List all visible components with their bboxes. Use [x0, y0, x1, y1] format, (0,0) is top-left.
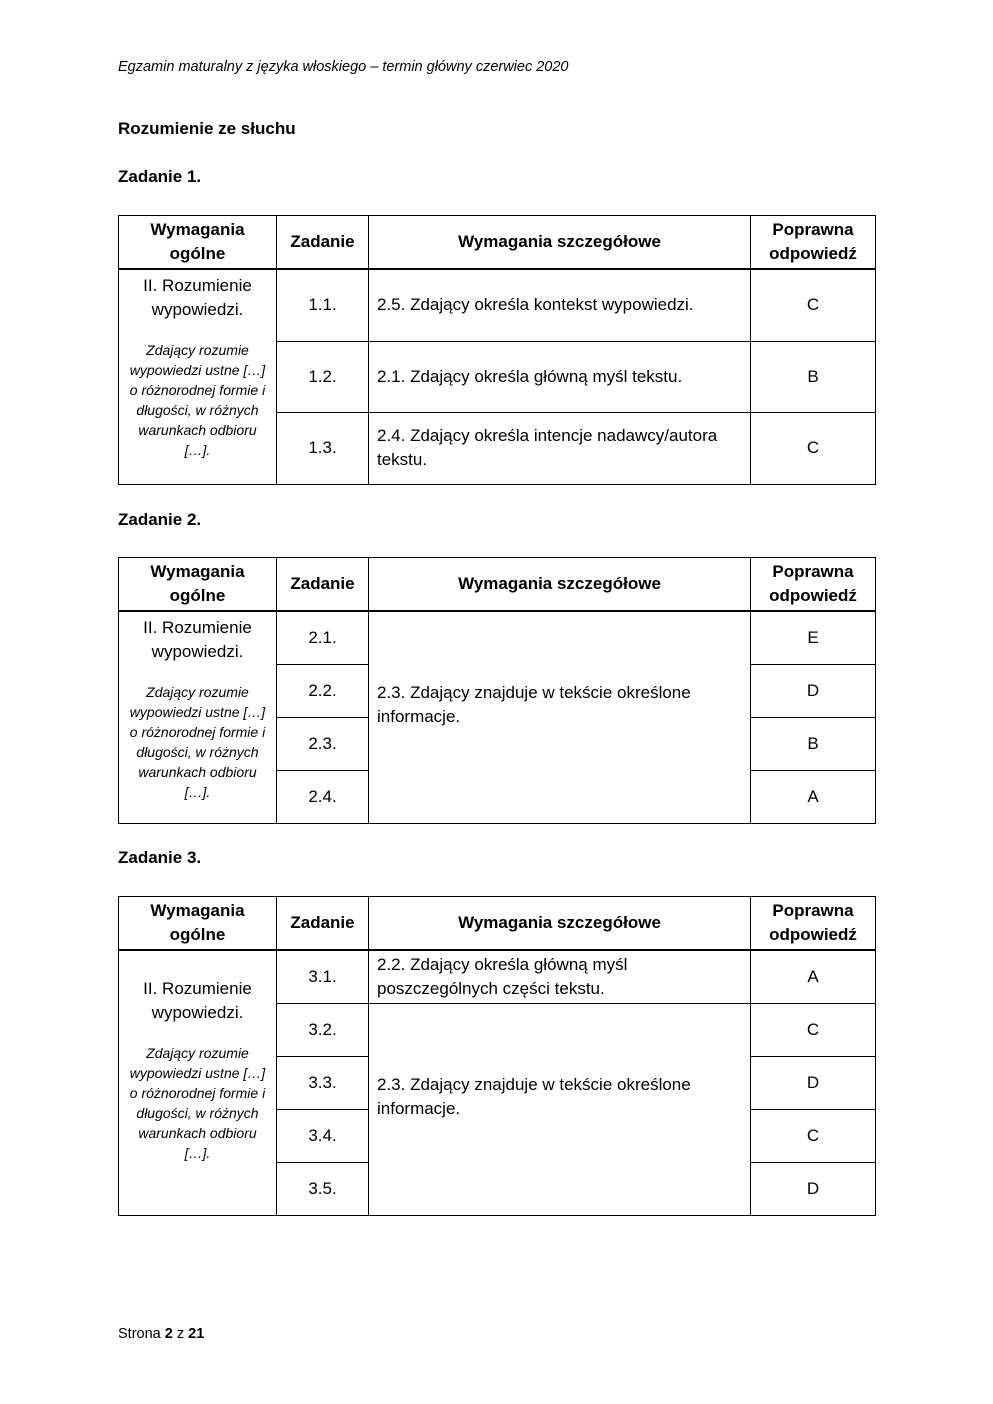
- answer: D: [751, 1056, 876, 1109]
- task-number: 3.5.: [277, 1162, 369, 1215]
- specific-requirement: 2.5. Zdający określa kontekst wypowiedzi.: [369, 269, 751, 341]
- general-desc: Zdający rozumie wypowiedzi ustne […] o różnorodnej formie i długości, w różnych warunkach odbioru […].: [129, 684, 266, 800]
- table-header-row: [119, 558, 876, 612]
- header-general: Wymagania ogólne: [119, 558, 277, 612]
- task-number: 3.3.: [277, 1056, 369, 1109]
- task-2-table: [118, 557, 876, 824]
- task-number: 1.3.: [277, 412, 369, 484]
- task-number: 2.1.: [277, 611, 369, 664]
- header-task: Zadanie: [277, 897, 369, 951]
- footer-total-pages: 21: [188, 1326, 205, 1342]
- header-specific: Wymagania szczegółowe: [369, 897, 751, 951]
- header-answer: Poprawna odpowiedź: [751, 216, 876, 270]
- header-specific: Wymagania szczegółowe: [369, 216, 751, 270]
- specific-requirement: 2.3. Zdający znajduje w tekście określone informacje.: [369, 611, 751, 823]
- general-requirements-cell: [119, 611, 277, 823]
- task-number: 3.1.: [277, 950, 369, 1003]
- section-title: Rozumienie ze słuchu: [118, 119, 296, 138]
- table-row: [119, 269, 876, 341]
- general-main: II. Rozumienie wypowiedzi.: [143, 276, 252, 319]
- answer: B: [751, 717, 876, 770]
- task-3-table: [118, 896, 876, 1216]
- table-row: [119, 611, 876, 664]
- header-specific: Wymagania szczegółowe: [369, 558, 751, 612]
- task-number: 1.1.: [277, 269, 369, 341]
- specific-requirement: 2.3. Zdający znajduje w tekście określone informacje.: [369, 1003, 751, 1215]
- answer: C: [751, 1003, 876, 1056]
- task-2-title: Zadanie 2.: [118, 510, 202, 529]
- general-main: II. Rozumienie wypowiedzi.: [143, 979, 252, 1022]
- document-header: Egzamin maturalny z języka włoskiego – termin główny czerwiec 2020: [118, 59, 569, 75]
- table-header-row: [119, 216, 876, 270]
- answer: D: [751, 664, 876, 717]
- specific-requirement: 2.1. Zdający określa główną myśl tekstu.: [369, 341, 751, 412]
- header-task: Zadanie: [277, 216, 369, 270]
- answer: D: [751, 1162, 876, 1215]
- task-number: 3.2.: [277, 1003, 369, 1056]
- specific-requirement: 2.2. Zdający określa główną myśl poszczególnych części tekstu.: [369, 950, 751, 1003]
- general-main: II. Rozumienie wypowiedzi.: [143, 618, 252, 661]
- general-desc: Zdający rozumie wypowiedzi ustne […] o różnorodnej formie i długości, w różnych warunkach odbioru […].: [129, 342, 266, 458]
- header-general: Wymagania ogólne: [119, 897, 277, 951]
- task-3-title: Zadanie 3.: [118, 848, 202, 867]
- task-number: 2.2.: [277, 664, 369, 717]
- task-1-title: Zadanie 1.: [118, 167, 202, 186]
- answer: C: [751, 412, 876, 484]
- general-requirements-cell: [119, 269, 277, 484]
- footer-page-number: 2: [164, 1326, 173, 1342]
- header-answer: Poprawna odpowiedź: [751, 897, 876, 951]
- answer: A: [751, 950, 876, 1003]
- general-desc: Zdający rozumie wypowiedzi ustne […] o różnorodnej formie i długości, w różnych warunkach odbioru […].: [129, 1045, 266, 1161]
- general-requirements-cell: [119, 950, 277, 1215]
- answer: E: [751, 611, 876, 664]
- table-header-row: [119, 897, 876, 951]
- header-general: Wymagania ogólne: [119, 216, 277, 270]
- task-number: 3.4.: [277, 1109, 369, 1162]
- answer: B: [751, 341, 876, 412]
- header-task: Zadanie: [277, 558, 369, 612]
- table-row: [119, 950, 876, 1003]
- task-number: 2.3.: [277, 717, 369, 770]
- footer-prefix: Strona: [118, 1326, 161, 1342]
- task-number: 2.4.: [277, 770, 369, 823]
- task-1-table: [118, 215, 876, 485]
- page-footer: [118, 1326, 204, 1342]
- answer: C: [751, 269, 876, 341]
- answer: A: [751, 770, 876, 823]
- task-number: 1.2.: [277, 341, 369, 412]
- specific-requirement: 2.4. Zdający określa intencje nadawcy/autora tekstu.: [369, 412, 751, 484]
- answer: C: [751, 1109, 876, 1162]
- header-answer: Poprawna odpowiedź: [751, 558, 876, 612]
- footer-separator: z: [176, 1326, 185, 1342]
